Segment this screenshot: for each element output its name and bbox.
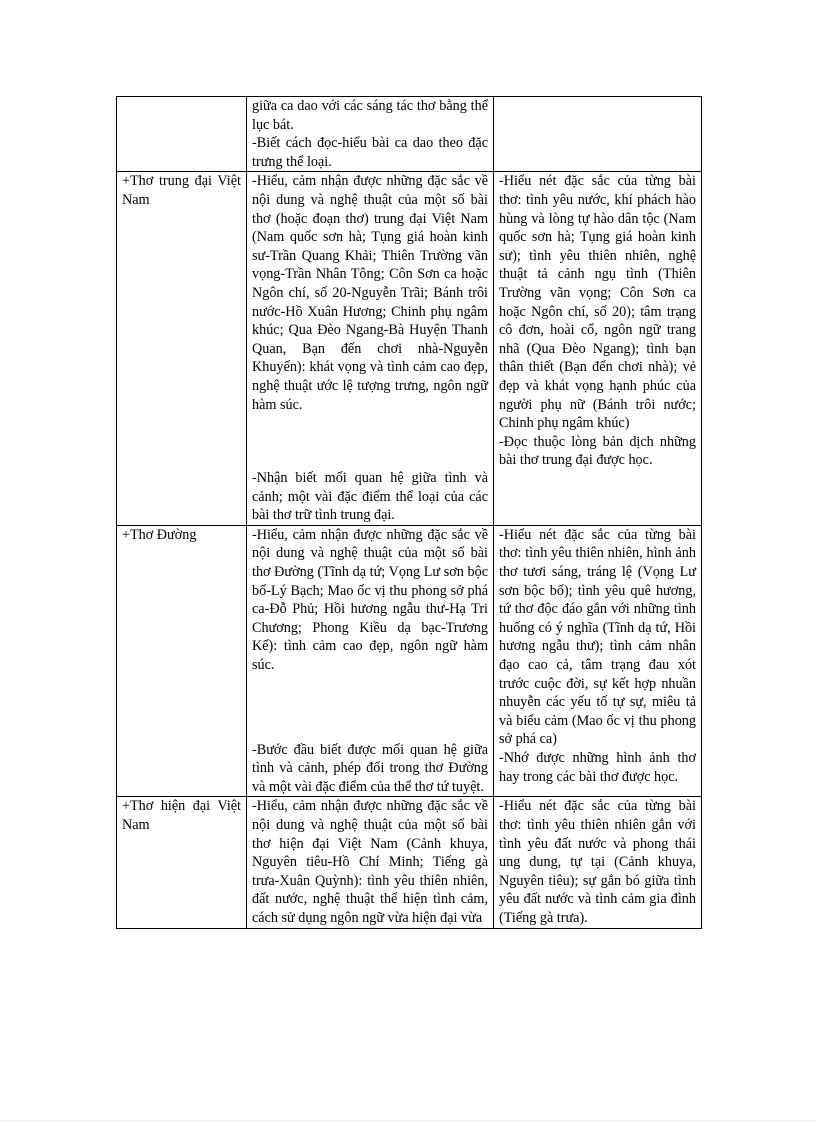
- detail-text: -Hiểu nét đặc sắc của từng bài thơ: tình yêu thiên nhiên, hình ảnh thơ tươi sáng, tráng lệ (Vọng Lư sơn bộc bố); tình yêu quê hương, tứ thơ độc đáo gắn với những tình huống có ý nghĩa (Tĩnh dạ tứ, Hồi hương ngẫu thư); tình cảm nhân đạo cao cả, tâm trạng đau xót trước cuộc đời, sự kết hợp nhuần nhuyễn các yếu tố tự sự, miêu tả và biểu cảm (Mao ốc vị thu phong sở phá ca): [499, 526, 696, 748]
- detail-text: -Nhớ được những hình ảnh thơ hay trong các bài thơ được học.: [499, 750, 696, 785]
- requirement-text: -Hiểu, cảm nhận được những đặc sắc về nội dung và nghệ thuật của một số bài thơ hiện đại Việt Nam (Cảnh khuya, Nguyên tiêu-Hồ Chí Minh; Tiếng gà trưa-Xuân Quỳnh): tình yêu thiên nhiên, đất nước, nghệ thuật thể hiện tình cảm, cách sử dụng ngôn ngữ vừa hiện đại vừa: [252, 798, 488, 926]
- requirement-text: -Nhận biết mối quan hệ giữa tình và cảnh; một vài đặc điểm thể loại của các bài thơ trữ tình trung đại.: [252, 470, 488, 524]
- table-row: [117, 172, 702, 526]
- requirement-cell: [247, 525, 494, 797]
- detail-text: -Hiểu nét đặc sắc của từng bài thơ: tình yêu thiên nhiên gắn với tình yêu đất nước và phong thái ung dung, tự tại (Cảnh khuya, Nguyên tiêu); sự gắn bó giữa tình yêu đất nước và tình cảm gia đình (Tiếng gà trưa).: [499, 798, 696, 926]
- requirement-text: -Hiểu, cảm nhận được những đặc sắc về nội dung và nghệ thuật của một số bài thơ (hoặc đoạn thơ) trung đại Việt Nam (Nam quốc sơn hà; Tụng giá hoàn kinh sư-Trần Quang Khải; Thiên Trường vãn vọng-Trần Nhân Tông; Côn Sơn ca hoặc Ngôn chí, số 20-Nguyễn Trãi; Bánh trôi nước-Hồ Xuân Hương; Chinh phụ ngâm khúc; Qua Đèo Ngang-Bà Huyện Thanh Quan, Bạn đến chơi nhà-Nguyễn Khuyến): khát vọng và tình cảm cao đẹp, nghệ thuật ước lệ tượng trưng, ngôn ngữ hàm súc.: [252, 173, 488, 413]
- requirement-text: giữa ca dao với các sáng tác thơ bằng thể lục bát.: [252, 98, 488, 133]
- requirement-cell: [247, 97, 494, 172]
- requirement-cell: [247, 797, 494, 928]
- detail-text: -Đọc thuộc lòng bản dịch những bài thơ trung đại được học.: [499, 433, 696, 469]
- detail-cell: [494, 797, 702, 928]
- requirement-text: -Biết cách đọc-hiểu bài ca dao theo đặc trưng thể loại.: [252, 135, 488, 170]
- requirement-text: -Hiểu, cảm nhận được những đặc sắc về nội dung và nghệ thuật của một số bài thơ Đường (Tĩnh dạ tứ; Vọng Lư sơn bộc bố-Lý Bạch; Mao ốc vị thu phong sở phá ca-Đỗ Phủ; Hồi hương ngẫu thư-Hạ Tri Chương; Phong Kiều dạ bạc-Trương Kế): tình cảm cao đẹp, ngôn ngữ hàm súc.: [252, 526, 488, 674]
- topic-cell: +Thơ Đường: [117, 525, 247, 797]
- detail-cell: [494, 525, 702, 797]
- page-edge-divider: [0, 1120, 816, 1121]
- requirement-text: -Bước đầu biết được mối quan hệ giữa tình và cảnh, phép đối trong thơ Đường và một vài đặc điểm của thể thơ tứ tuyệt.: [252, 741, 488, 795]
- curriculum-table: [116, 96, 702, 929]
- topic-cell: +Thơ trung đại Việt Nam: [117, 172, 247, 526]
- detail-cell: [494, 172, 702, 526]
- table-row: [117, 797, 702, 928]
- requirement-cell: [247, 172, 494, 526]
- table-row: [117, 97, 702, 172]
- topic-cell: +Thơ hiện đại Việt Nam: [117, 797, 247, 928]
- detail-cell: [494, 97, 702, 172]
- topic-cell: [117, 97, 247, 172]
- detail-text: -Hiểu nét đặc sắc của từng bài thơ: tình yêu nước, khí phách hào hùng và lòng tự hào dân tộc (Nam quốc sơn hà; Tụng giá hoàn kinh sư); tình yêu thiên nhiên, nghệ thuật tả cảnh ngụ tình (Thiên Trường vãn vọng; Côn Sơn ca hoặc Ngôn chí, số 20); tâm trạng cô đơn, hoài cổ, ngôn ngữ trang nhã (Qua Đèo Ngang); tình bạn thân thiết (Bạn đến chơi nhà); vẻ đẹp và khát vọng hạnh phúc của người phụ nữ (Bánh trôi nước; Chinh phụ ngâm khúc): [499, 173, 696, 432]
- table-row: [117, 525, 702, 797]
